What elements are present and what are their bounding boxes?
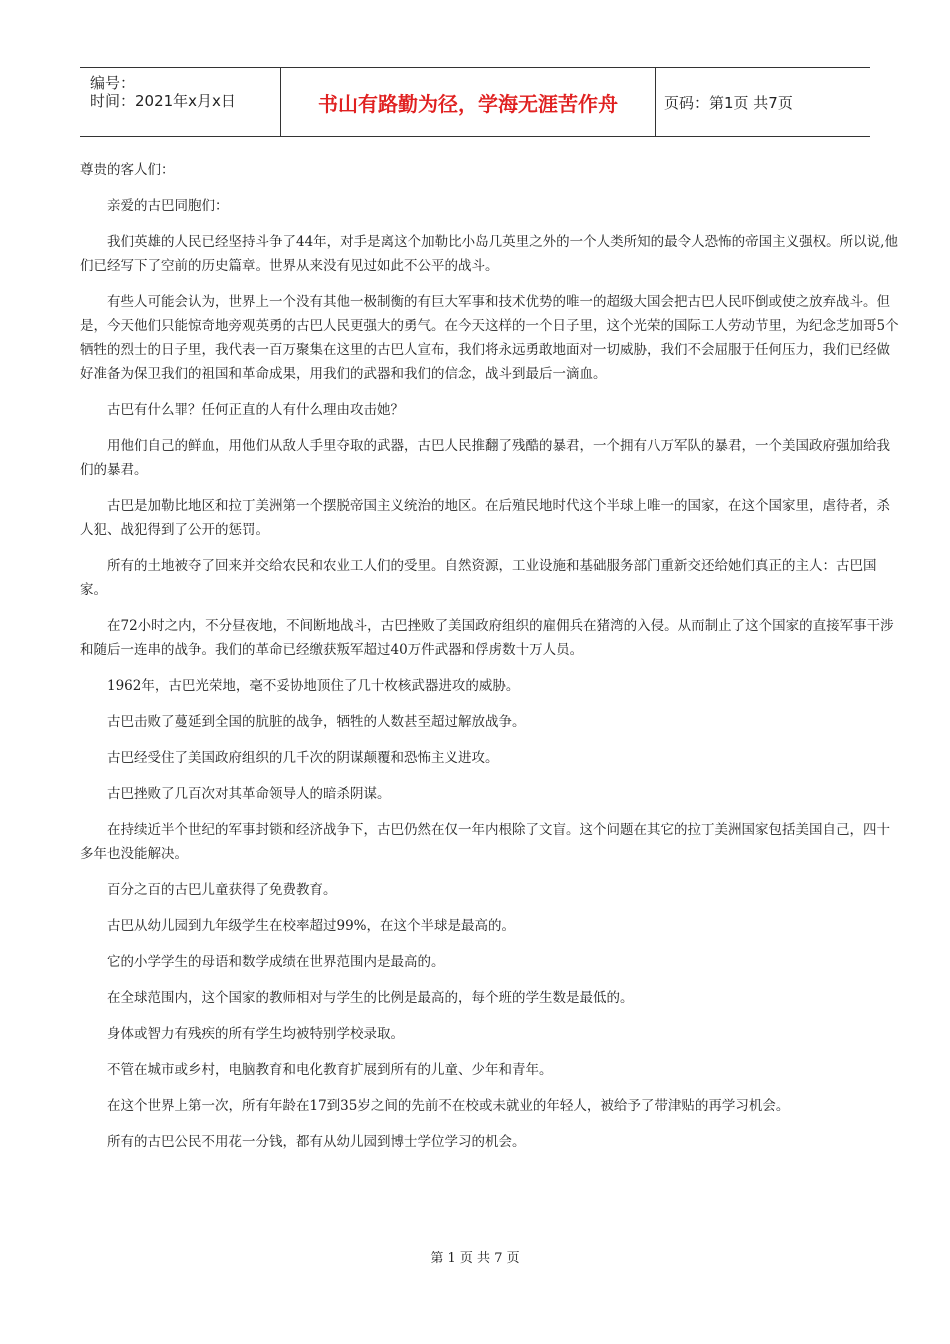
paragraph: 古巴经受住了美国政府组织的几千次的阴谋颠覆和恐怖主义进攻。 — [107, 750, 499, 766]
paragraph: 用他们自己的鲜血，用他们从敌人手里夺取的武器，古巴人民推翻了残酷的暴君，一个拥有八万军队的暴君，一个美国政府强加给我们的暴君。 — [80, 438, 890, 478]
date-label: 时间：2021年x月x日 — [90, 92, 236, 110]
page-footer: 第 1 页 共 7 页 — [430, 1251, 520, 1266]
page-label: 页码：第1页 共7页 — [664, 93, 793, 112]
paragraph: 身体或智力有残疾的所有学生均被特别学校录取。 — [107, 1026, 404, 1042]
paragraph: 有些人可能会认为，世界上一个没有其他一极制衡的有巨大军事和技术优势的唯一的超级大国会把古巴人民吓倒或使之放弃战斗。但是，今天他们只能惊奇地旁观英勇的古巴人民更强大的勇气。在今天这样的一个日子里，这个光荣的国际工人劳动节里，为纪念芝加哥5个牺牲的烈士的日子里，我代表一百万聚集在这里的古巴人宣布，我们将永远勇敢地面对一切威胁，我们不会屈服于任何压力，我们已经做好准备为保卫我们的祖国和革命成果，用我们的武器和我们的信念，战斗到最后一滴血。 — [80, 294, 899, 382]
paragraph: 1962年，古巴光荣地，毫不妥协地顶住了几十枚核武器进攻的威胁。 — [107, 678, 520, 694]
header-info-cell — [80, 68, 280, 136]
paragraph: 古巴从幼儿园到九年级学生在校率超过99%，在这个半球是最高的。 — [107, 918, 516, 934]
paragraph: 在72小时之内，不分昼夜地，不间断地战斗，古巴挫败了美国政府组织的雇佣兵在猪湾的入侵。从而制止了这个国家的直接军事干涉和随后一连串的战争。我们的革命已经缴获叛军超过40万件武器和俘虏数十万人员。 — [80, 618, 894, 658]
paragraph: 在全球范围内，这个国家的教师相对与学生的比例是最高的，每个班的学生数是最低的。 — [107, 990, 634, 1006]
document-header — [80, 67, 870, 137]
paragraph: 百分之百的古巴儿童获得了免费教育。 — [107, 882, 337, 898]
paragraph: 古巴是加勒比地区和拉丁美洲第一个摆脱帝国主义统治的地区。在后殖民地时代这个半球上唯一的国家，在这个国家里，虐待者，杀人犯、战犯得到了公开的惩罚。 — [80, 498, 890, 538]
paragraph: 我们英雄的人民已经坚持斗争了44年，对手是离这个加勒比小岛几英里之外的一个人类所知的最令人恐怖的帝国主义强权。所以说,他们已经写下了空前的历史篇章。世界从来没有见过如此不公平的战斗。 — [80, 234, 898, 274]
header-page-cell — [654, 68, 870, 136]
paragraph: 古巴有什么罪？任何正直的人有什么理由攻击她？ — [107, 402, 404, 418]
number-label: 编号： — [90, 74, 136, 92]
paragraph: 古巴挫败了几百次对其革命领导人的暗杀阴谋。 — [107, 786, 391, 802]
document-body — [80, 158, 900, 1166]
motto-text: 书山有路勤为径，学海无涯苦作舟 — [318, 91, 618, 116]
paragraph: 不管在城市或乡村，电脑教育和电化教育扩展到所有的儿童、少年和青年。 — [107, 1062, 553, 1078]
header-motto-cell — [280, 68, 656, 136]
paragraph: 它的小学学生的母语和数学成绩在世界范围内是最高的。 — [107, 954, 445, 970]
paragraph: 在这个世界上第一次，所有年龄在17到35岁之间的先前不在校或未就业的年轻人，被给予了带津贴的再学习机会。 — [107, 1098, 790, 1114]
paragraph: 所有的土地被夺了回来并交给农民和农业工人们的受里。自然资源，工业设施和基础服务部门重新交还给她们真正的主人：古巴国家。 — [80, 558, 877, 598]
paragraph: 所有的古巴公民不用花一分钱，都有从幼儿园到博士学位学习的机会。 — [107, 1134, 526, 1150]
paragraph: 在持续近半个世纪的军事封锁和经济战争下，古巴仍然在仅一年内根除了文盲。这个问题在其它的拉丁美洲国家包括美国自己，四十多年也没能解决。 — [80, 822, 890, 862]
paragraph: 古巴击败了蔓延到全国的肮脏的战争，牺牲的人数甚至超过解放战争。 — [107, 714, 526, 730]
paragraph: 尊贵的客人们： — [80, 162, 175, 178]
paragraph: 亲爱的古巴同胞们： — [107, 198, 229, 214]
